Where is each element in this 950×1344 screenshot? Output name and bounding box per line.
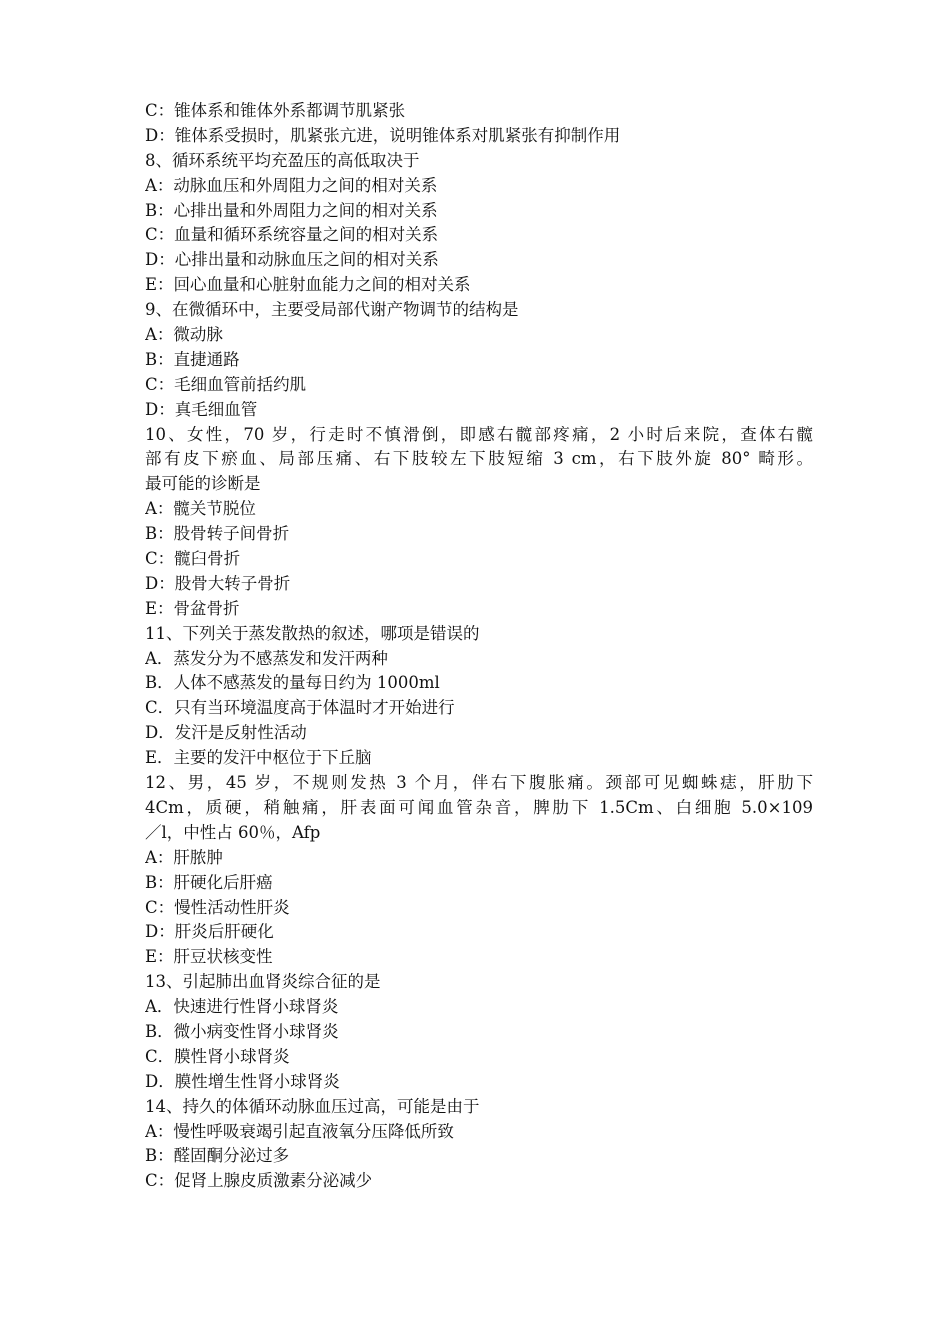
option-line: E：回心血量和心脏射血能力之间的相对关系	[145, 275, 471, 295]
option-line: E：骨盆骨折	[145, 598, 240, 618]
option-line: D：肝炎后肝硬化	[145, 922, 274, 942]
option-line: A：肝脓肿	[145, 847, 223, 867]
option-line: B：醛固酮分泌过多	[145, 1146, 290, 1166]
option-line: B：心排出量和外周阻力之间的相对关系	[145, 200, 438, 220]
option-line: E：肝豆状核变性	[145, 947, 273, 967]
question-12-stem-cont: 4Cm，质硬，稍触痛，肝表面可闻血管杂音，脾肋下 1.5Cm、白细胞 5.0×109	[145, 797, 813, 817]
option-line: C：毛细血管前括约肌	[145, 374, 307, 394]
option-line: C：促肾上腺皮质激素分泌减少	[145, 1171, 373, 1191]
option-line: E．主要的发汗中枢位于下丘脑	[145, 748, 372, 768]
option-line: B：直捷通路	[145, 349, 240, 369]
option-line: A．蒸发分为不感蒸发和发汗两种	[145, 648, 388, 668]
option-line: C：髋臼骨折	[145, 549, 241, 569]
option-line: D．膜性增生性肾小球肾炎	[145, 1071, 340, 1091]
question-8-stem: 8、循环系统平均充盈压的高低取决于	[145, 150, 420, 170]
option-line: B：肝硬化后肝癌	[145, 872, 273, 892]
option-line: C：慢性活动性肝炎	[145, 897, 290, 917]
option-line: D：股骨大转子骨折	[145, 573, 291, 593]
question-11-stem: 11、下列关于蒸发散热的叙述，哪项是错误的	[145, 623, 480, 643]
option-line: D．发汗是反射性活动	[145, 723, 307, 743]
option-line: B：股骨转子间骨折	[145, 524, 290, 544]
option-line: D：真毛细血管	[145, 399, 258, 419]
option-line: A．快速进行性肾小球肾炎	[145, 997, 339, 1017]
option-line: B．微小病变性肾小球肾炎	[145, 1021, 339, 1041]
option-line: C．只有当环境温度高于体温时才开始进行	[145, 698, 455, 718]
document-page	[145, 99, 813, 1194]
text-line: C：锥体系和锥体外系都调节肌紧张	[145, 101, 406, 120]
option-line: D：心排出量和动脉血压之间的相对关系	[145, 250, 439, 270]
question-13-stem: 13、引起肺出血肾炎综合征的是	[145, 972, 381, 992]
option-line: C：血量和循环系统容量之间的相对关系	[145, 225, 439, 245]
option-line: A：微动脉	[145, 325, 223, 345]
question-12-stem-end: ／l，中性占 60％，Afp	[145, 822, 321, 842]
question-12-stem: 12、男，45 岁，不规则发热 3 个月，伴右下腹胀痛。颈部可见蜘蛛痣，肝肋下	[145, 773, 813, 793]
question-10-stem-end: 最可能的诊断是	[145, 474, 261, 494]
question-14-stem: 14、持久的体循环动脉血压过高，可能是由于	[145, 1096, 480, 1116]
option-line: A：慢性呼吸衰竭引起直液氧分压降低所致	[145, 1121, 454, 1141]
question-9-stem: 9、在微循环中，主要受局部代谢产物调节的结构是	[145, 300, 519, 320]
option-line: A：动脉血压和外周阻力之间的相对关系	[145, 175, 438, 195]
option-line: C．膜性肾小球肾炎	[145, 1046, 290, 1066]
question-10-stem: 10、女性，70 岁，行走时不慎滑倒，即感右髋部疼痛，2 小时后来院，查体右髋	[145, 424, 813, 444]
question-10-stem-cont: 部有皮下瘀血、局部压痛、右下肢较左下肢短缩 3 cm，右下肢外旋 80° 畸形。	[145, 449, 813, 469]
option-line: A：髋关节脱位	[145, 499, 256, 519]
text-line: D：锥体系受损时，肌紧张亢进，说明锥体系对肌紧张有抑制作用	[145, 125, 621, 145]
option-line: B．人体不感蒸发的量每日约为 1000ml	[145, 673, 440, 693]
